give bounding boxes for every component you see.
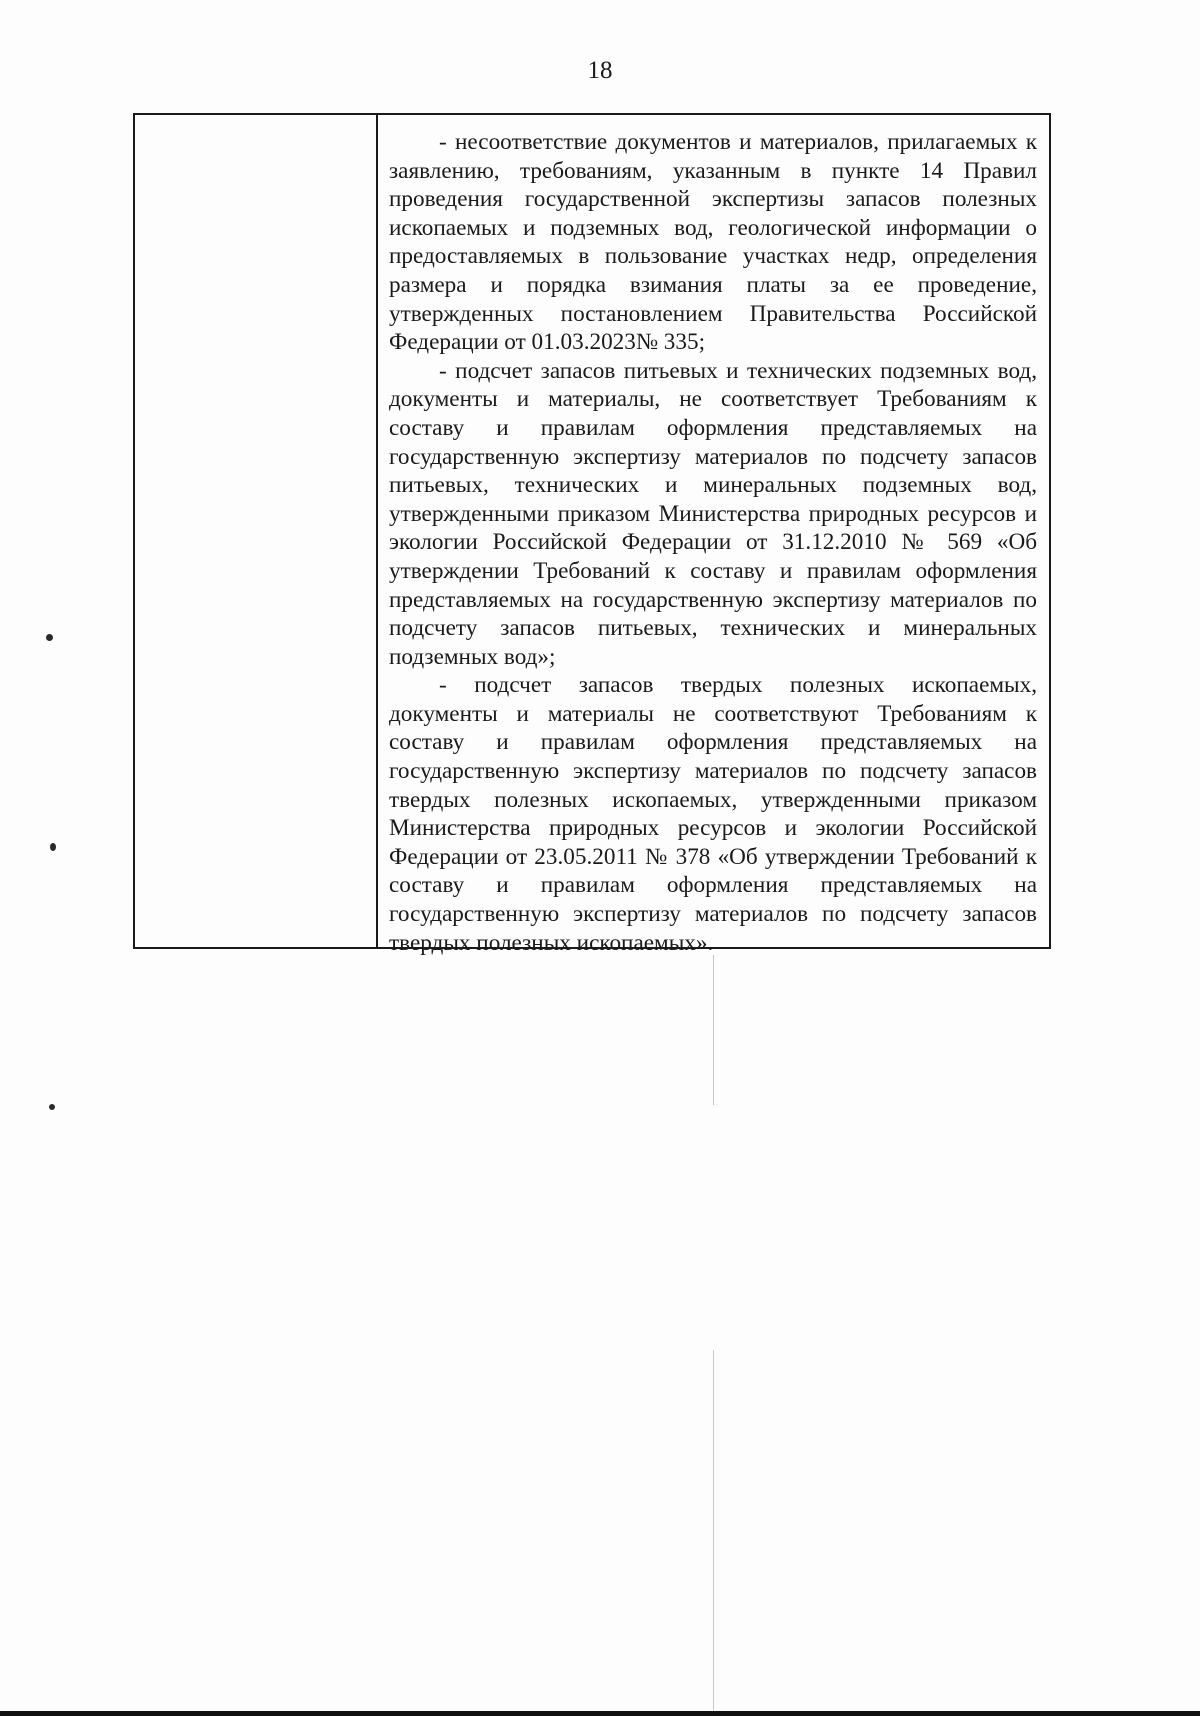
scan-speck [46, 634, 53, 641]
paragraph-solid-minerals-reserves: - подсчет запасов твердых полезных ископаемых, документы и материалы не соответствуют Требованиям к составу и правилам оформления представляемых на государственную экспертизу материалов по подсчету запасов твердых полезных ископаемых, утвержденными приказом Министерства природных ресурсов и экологии Российской Федерации от 23.05.2011 № 378 «Об утверждении Требований к составу и правилам оформления представляемых на государственную экспертизу материалов по подсчету запасов твердых полезных ископаемых». [389, 672, 1037, 956]
scan-artifact-line [713, 1350, 714, 1716]
table-right-cell [378, 115, 1049, 956]
scan-speck [50, 843, 56, 851]
table-left-cell [135, 115, 378, 947]
scan-artifact-line [713, 955, 714, 1105]
page-number: 18 [587, 57, 613, 84]
requirements-table [133, 113, 1051, 956]
paragraph-documents-mismatch: - несоответствие документов и материалов, прилагаемых к заявлению, требованиям, указанным в пункте 14 Правил проведения государственной экспертизы запасов полезных ископаемых и подземных вод, геологической информации о предоставляемых в пользование участках недр, определения размера и порядка взимания платы за ее проведение, утвержденных постановлением Правительства Российской Федерации от 01.03.2023№ 335; [389, 129, 1037, 356]
scan-speck [49, 1104, 55, 1110]
scan-bottom-edge [0, 1711, 1200, 1716]
paragraph-groundwater-reserves: - подсчет запасов питьевых и технических подземных вод, документы и материалы, не соответствует Требованиям к составу и правилам оформления представляемых на государственную экспертизу материалов по подсчету запасов питьевых, технических и минеральных подземных вод, утвержденными приказом Министерства природных ресурсов и экологии Российской Федерации от 31.12.2010 № 569 «Об утверждении Требований к составу и правилам оформления представляемых на государственную экспертизу материалов по подсчету запасов питьевых, технических и минеральных подземных вод»; [389, 357, 1037, 670]
